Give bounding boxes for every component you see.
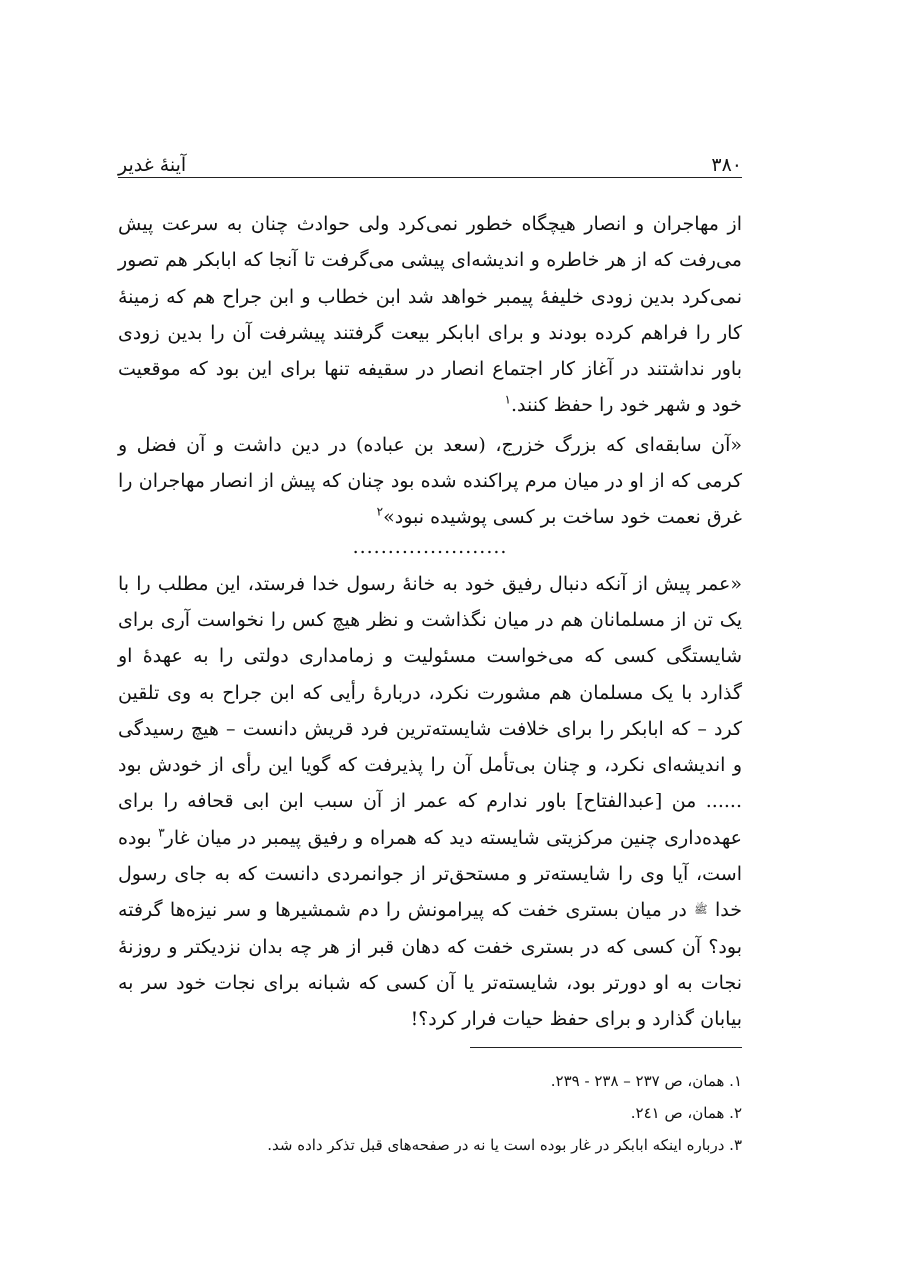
footnote-ref-3: ۳ (158, 825, 165, 840)
main-text (118, 206, 742, 1038)
footnote-ref-2: ۲ (376, 505, 384, 520)
book-page (118, 0, 742, 1282)
salawat-icon: ﷺ (694, 903, 708, 917)
footnote-3: ۳. درباره اينکه ابابکر در غار بوده است يا نه در صفحه‌های قبل تذکر داده شد. (267, 1136, 742, 1154)
paragraph-3-text-b: بوده است، آيا وی را شايسته‌تر و مستحق‌تر از جوانمردی دانست که به جای رسول خدا (118, 826, 742, 922)
paragraph-3 (118, 566, 742, 1038)
page-number: ۳۸۰ (711, 154, 742, 176)
book-title: آينهٔ غدير (118, 154, 187, 176)
paragraph-3-text-c: در ميان بستری خفت که پيرامونش را دم شمشيرها و سر نيزه‌ها گرفته بود؟ آن کسی که در بستری خفت که دهان قبر از هر چه بدان نزديکتر و روزنهٔ نجات به او دورتر بود، شايسته‌تر يا آن کسی که شبانه برای نجات خود سر به بيابان گذارد و برای حفظ حيات فرار کرد؟! (118, 899, 742, 1031)
paragraph-1 (118, 206, 742, 424)
paragraph-2 (118, 427, 742, 536)
footnote-2: ۲. همان، ص ۲٤١. (630, 1104, 742, 1122)
running-header (118, 146, 742, 176)
section-separator: ...................... (352, 535, 508, 558)
paragraph-2-text: «آن سابقه‌ای که بزرگ خزرج، (سعد بن عباده) در دين داشت و آن فضل و کرمی که از او در ميان مرم پراکنده شده بود چنان که پيش از انصار مهاجران را غرق نعمت خود ساخت بر کسی پوشيده نبود» (118, 433, 742, 529)
header-rule (118, 177, 742, 178)
paragraph-1-text: از مهاجران و انصار هيچگاه خطور نمی‌کرد ولی حوادث چنان به سرعت پيش می‌رفت که از هر خاطره و انديشه‌ای پيشی می‌گرفت تا آنجا که ابابکر هم تصور نمی‌کرد بدين زودی خليفهٔ پيمبر خواهد شد ابن خطاب و ابن جراح هم که زمينهٔ کار را فراهم کرده بودند و برای ابابکر بيعت گرفتند پيشرفت آن را بدين زودی باور نداشتند در آغاز کار اجتماع انصار در سقيفه تنها برای اين بود که موقعيت خود و شهر خود را حفظ کنند. (118, 213, 742, 417)
footnote-1: ۱. همان، ص ۲۳۷ – ۲۳۸ - ۲۳۹. (550, 1072, 742, 1090)
footnote-rule (470, 1047, 742, 1048)
footnotes (118, 1068, 742, 1164)
footnote-ref-1: ۱ (504, 393, 511, 408)
paragraph-3-text-a: «عمر پيش از آنکه دنبال رفيق خود به خانهٔ رسول خدا فرستد، اين مطلب را با يک تن از مسلمانان هم در ميان نگذاشت و نظر هيچ کس را نخواست آری برای شايستگی کسی که می‌خواست مسئوليت و زمامداری دولتی را به عهدهٔ او گذارد با يک مسلمان هم مشورت نکرد، دربارهٔ رأيی که ابن جراح به وی تلقين کرد – که ابابکر را برای خلافت شايسته‌ترين فرد قريش دانست – هيچ رسيدگی و انديشه‌ای نکرد، و چنان بی‌تأمل آن را پذيرفت که گويا اين رأی از خودش بود ...... من [عبدالفتاح] باور ندارم که عمر از آن سبب ابن ابی قحافه را برای عهده‌داری چنين مرکزيتی شايسته ديد که همراه و رفيق پيمبر در ميان غار (118, 572, 742, 849)
